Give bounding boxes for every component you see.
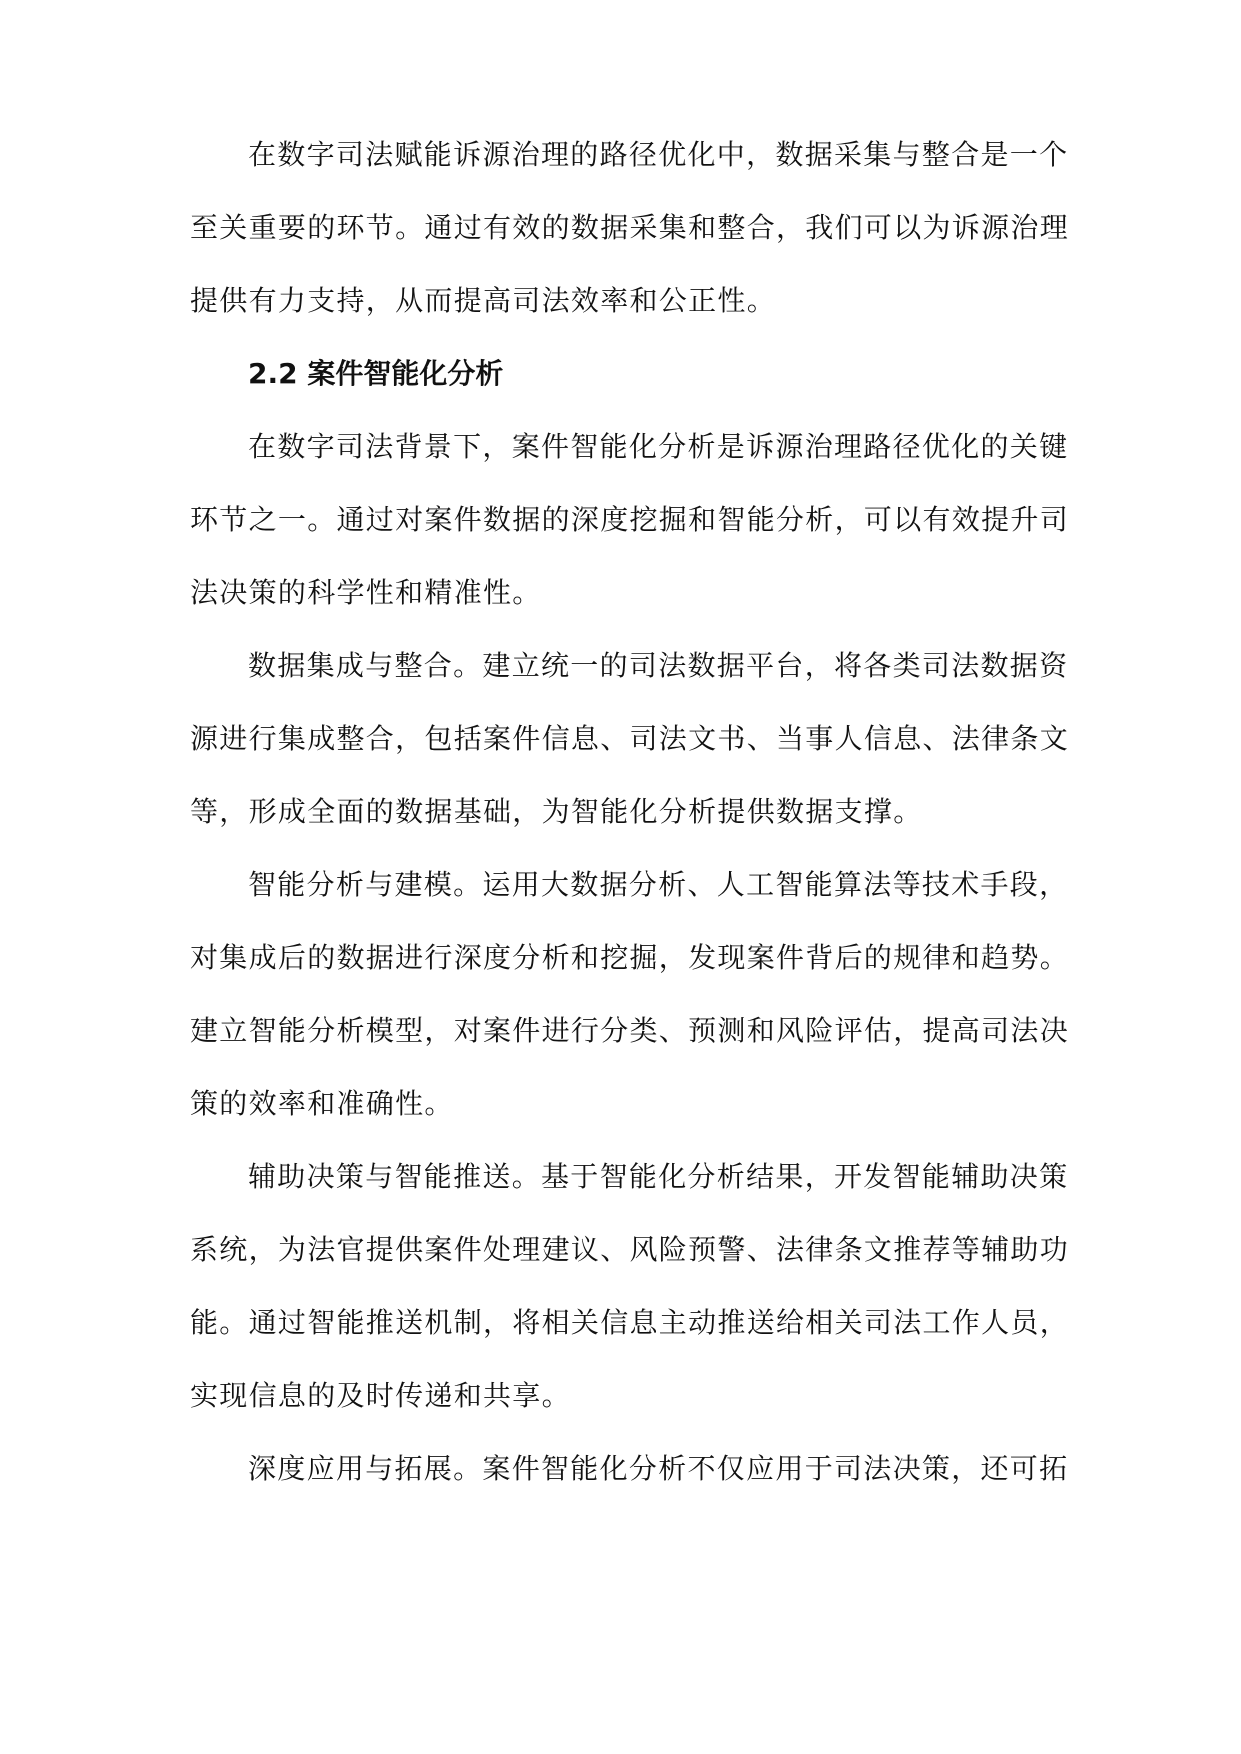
paragraph-line: 辅助决策与智能推送。基于智能化分析结果，开发智能辅助决策: [248, 1160, 1069, 1193]
section-paragraph-1: [190, 430, 1070, 613]
section-paragraph-4: [190, 1160, 1070, 1416]
paragraph-line: 在数字司法赋能诉源治理的路径优化中，数据采集与整合是一个: [248, 138, 1069, 171]
paragraph-line: 深度应用与拓展。案件智能化分析不仅应用于司法决策，还可拓: [248, 1452, 1069, 1485]
paragraph-line: 提供有力支持，从而提高司法效率和公正性。: [190, 284, 777, 317]
paragraph-line: 智能分析与建模。运用大数据分析、人工智能算法等技术手段，: [248, 868, 1069, 901]
paragraph-line: 源进行集成整合，包括案件信息、司法文书、当事人信息、法律条文: [190, 722, 1070, 755]
paragraph-line: 建立智能分析模型，对案件进行分类、预测和风险评估，提高司法决: [190, 1014, 1070, 1047]
paragraph-line: 实现信息的及时传递和共享。: [190, 1379, 571, 1412]
paragraph-line: 至关重要的环节。通过有效的数据采集和整合，我们可以为诉源治理: [190, 211, 1070, 244]
document-page: [190, 138, 1070, 1527]
paragraph-line: 数据集成与整合。建立统一的司法数据平台，将各类司法数据资: [248, 649, 1069, 682]
section-paragraph-5: [190, 1452, 1069, 1489]
paragraph-line: 策的效率和准确性。: [190, 1087, 454, 1120]
paragraph-line: 能。通过智能推送机制，将相关信息主动推送给相关司法工作人员，: [190, 1306, 1070, 1339]
paragraph-line: 在数字司法背景下，案件智能化分析是诉源治理路径优化的关键: [248, 430, 1069, 463]
section-paragraph-2: [190, 649, 1070, 832]
section-heading: 2.2 案件智能化分析: [248, 357, 504, 390]
paragraph-line: 对集成后的数据进行深度分析和挖掘，发现案件背后的规律和趋势。: [190, 941, 1070, 974]
paragraph-line: 环节之一。通过对案件数据的深度挖掘和智能分析，可以有效提升司: [190, 503, 1070, 536]
paragraph-line: 等，形成全面的数据基础，为智能化分析提供数据支撑。: [190, 795, 923, 828]
section-paragraph-3: [190, 868, 1070, 1124]
intro-paragraph: [190, 138, 1070, 321]
paragraph-line: 法决策的科学性和精准性。: [190, 576, 542, 609]
paragraph-line: 系统，为法官提供案件处理建议、风险预警、法律条文推荐等辅助功: [190, 1233, 1070, 1266]
